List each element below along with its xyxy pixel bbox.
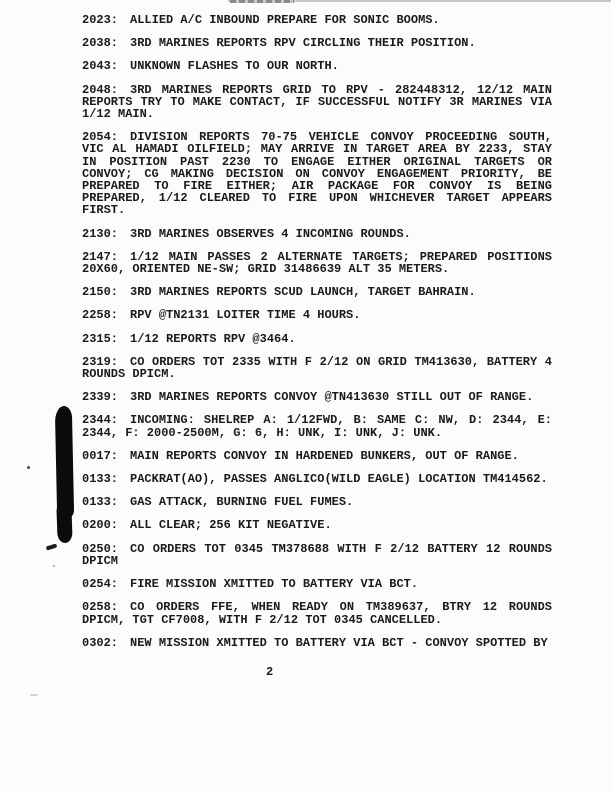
log-entry xyxy=(82,309,552,321)
log-entry xyxy=(82,251,552,275)
scan-ink-blob-artifact xyxy=(55,406,74,518)
log-entry xyxy=(82,286,552,298)
entry-time: 0302: xyxy=(82,635,119,650)
log-entry xyxy=(82,496,552,508)
entry-text: 1/12 REPORTS RPV @3464. xyxy=(130,331,296,346)
entry-text: GAS ATTACK, BURNING FUEL FUMES. xyxy=(130,495,354,510)
log-entry xyxy=(82,84,552,121)
log-entry xyxy=(82,391,552,403)
entry-time: 2147: xyxy=(82,249,119,264)
log-entry xyxy=(82,637,552,649)
entry-text: 3RD MARINES REPORTS RPV CIRCLING THEIR POSITION. xyxy=(130,36,476,51)
entry-time: 0258: xyxy=(82,600,119,615)
scan-speck-artifact xyxy=(53,565,55,567)
entry-text: INCOMING: SHELREP A: 1/12FWD, B: SAME C: NW, D: 2344, E: 2344, F: 2000-2500M, G: 6, H: UNK, I: UNK, J: UNK. xyxy=(82,413,552,440)
log-entry xyxy=(82,14,552,26)
entry-text: DIVISION REPORTS 70-75 VEHICLE CONVOY PROCEEDING SOUTH, VIC AL HAMADI OILFIELD; MAY ARRIVE IN TARGET AREA BY 2233, STAY IN POSITION PAST 2230 TO ENGAGE EITHER ORIGINAL TARGETS OR CONVOY; CG MAKING DECISION ON CONVOY ENGAGEMENT PRIORITY, BE PREPARED TO FIRE EITHER; AIR PACKAGE FOR CONVOY IS BEING PREPARED, 1/12 CLEARED TO FIRE UPON WHICHEVER TARGET APPEARS FIRST. xyxy=(82,130,552,218)
log-entry xyxy=(82,37,552,49)
log-entry xyxy=(82,60,552,72)
scan-speck-artifact xyxy=(30,694,38,696)
entry-text: 3RD MARINES REPORTS SCUD LAUNCH, TARGET BAHRAIN. xyxy=(130,285,476,300)
log-entry xyxy=(82,356,552,380)
entry-time: 0017: xyxy=(82,448,119,463)
entry-text: NEW MISSION XMITTED TO BATTERY VIA BCT - CONVOY SPOTTED BY xyxy=(130,635,548,650)
log-entry xyxy=(82,578,552,590)
log-entry xyxy=(82,131,552,216)
entry-text: 3RD MARINES REPORTS GRID TO RPV - 282448312, 12/12 MAIN REPORTS TRY TO MAKE CONTACT, IF SUCCESSFUL NOTIFY 3R MARINES VIA 1/12 MAIN. xyxy=(82,82,552,122)
log-entry xyxy=(82,601,552,625)
entry-time: 2054: xyxy=(82,130,119,145)
entry-time: 2048: xyxy=(82,82,119,97)
entry-time: 2319: xyxy=(82,354,119,369)
entry-text: CO ORDERS FFE, WHEN READY ON TM389637, BTRY 12 ROUNDS DPICM, TGT CF7008, WITH F 2/12 TOT 0345 CANCELLED. xyxy=(82,600,552,627)
log-entry xyxy=(82,228,552,240)
entry-time: 0133: xyxy=(82,495,119,510)
entry-text: CO ORDERS TOT 0345 TM378688 WITH F 2/12 BATTERY 12 ROUNDS DPICM xyxy=(82,541,552,568)
entry-text: ALLIED A/C INBOUND PREPARE FOR SONIC BOOMS. xyxy=(130,13,440,27)
entry-text: UNKNOWN FLASHES TO OUR NORTH. xyxy=(130,59,339,74)
entry-text: PACKRAT(AO), PASSES ANGLICO(WILD EAGLE) LOCATION TM414562. xyxy=(130,472,548,487)
entry-text: 1/12 MAIN PASSES 2 ALTERNATE TARGETS; PREPARED POSITIONS 20X60, ORIENTED NE-SW; GRID 31486639 ALT 35 METERS. xyxy=(82,249,552,277)
log-entry xyxy=(82,333,552,345)
entry-text: ALL CLEAR; 256 KIT NEGATIVE. xyxy=(130,518,332,533)
entry-time: 2258: xyxy=(82,308,119,323)
scan-dot-artifact xyxy=(27,466,30,469)
log-entry xyxy=(82,519,552,531)
log-entry xyxy=(82,450,552,462)
entry-text: FIRE MISSION XMITTED TO BATTERY VIA BCT. xyxy=(130,577,419,592)
entry-text: RPV @TN2131 LOITER TIME 4 HOURS. xyxy=(130,308,361,323)
entry-time: 2339: xyxy=(82,390,119,405)
entry-time: 2023: xyxy=(82,13,119,27)
entry-time: 0254: xyxy=(82,577,119,592)
entry-time: 0200: xyxy=(82,518,119,533)
scan-dash-artifact xyxy=(46,543,58,550)
log-entry xyxy=(82,414,552,438)
log-entry xyxy=(82,473,552,485)
scan-ink-blob-lower-artifact xyxy=(56,505,72,544)
entry-text: MAIN REPORTS CONVOY IN HARDENED BUNKERS, OUT OF RANGE. xyxy=(130,448,519,463)
entry-text: CO ORDERS TOT 2335 WITH F 2/12 ON GRID TM413630, BATTERY 4 ROUNDS DPICM. xyxy=(82,354,552,382)
entry-text: 3RD MARINES REPORTS CONVOY @TN413630 STILL OUT OF RANGE. xyxy=(130,390,534,405)
log-entries xyxy=(82,14,552,660)
entry-time: 0250: xyxy=(82,541,119,556)
entry-time: 2043: xyxy=(82,59,119,74)
entry-time: 2344: xyxy=(82,413,119,428)
page-number: 2 xyxy=(266,665,274,679)
entry-time: 2130: xyxy=(82,226,119,241)
entry-time: 0133: xyxy=(82,472,119,487)
entry-time: 2150: xyxy=(82,285,119,300)
entry-time: 2038: xyxy=(82,36,119,51)
entry-text: 3RD MARINES OBSERVES 4 INCOMING ROUNDS. xyxy=(130,226,411,241)
entry-time: 2315: xyxy=(82,331,119,346)
log-entry xyxy=(82,543,552,567)
scan-streak-dark-artifact xyxy=(230,0,294,3)
